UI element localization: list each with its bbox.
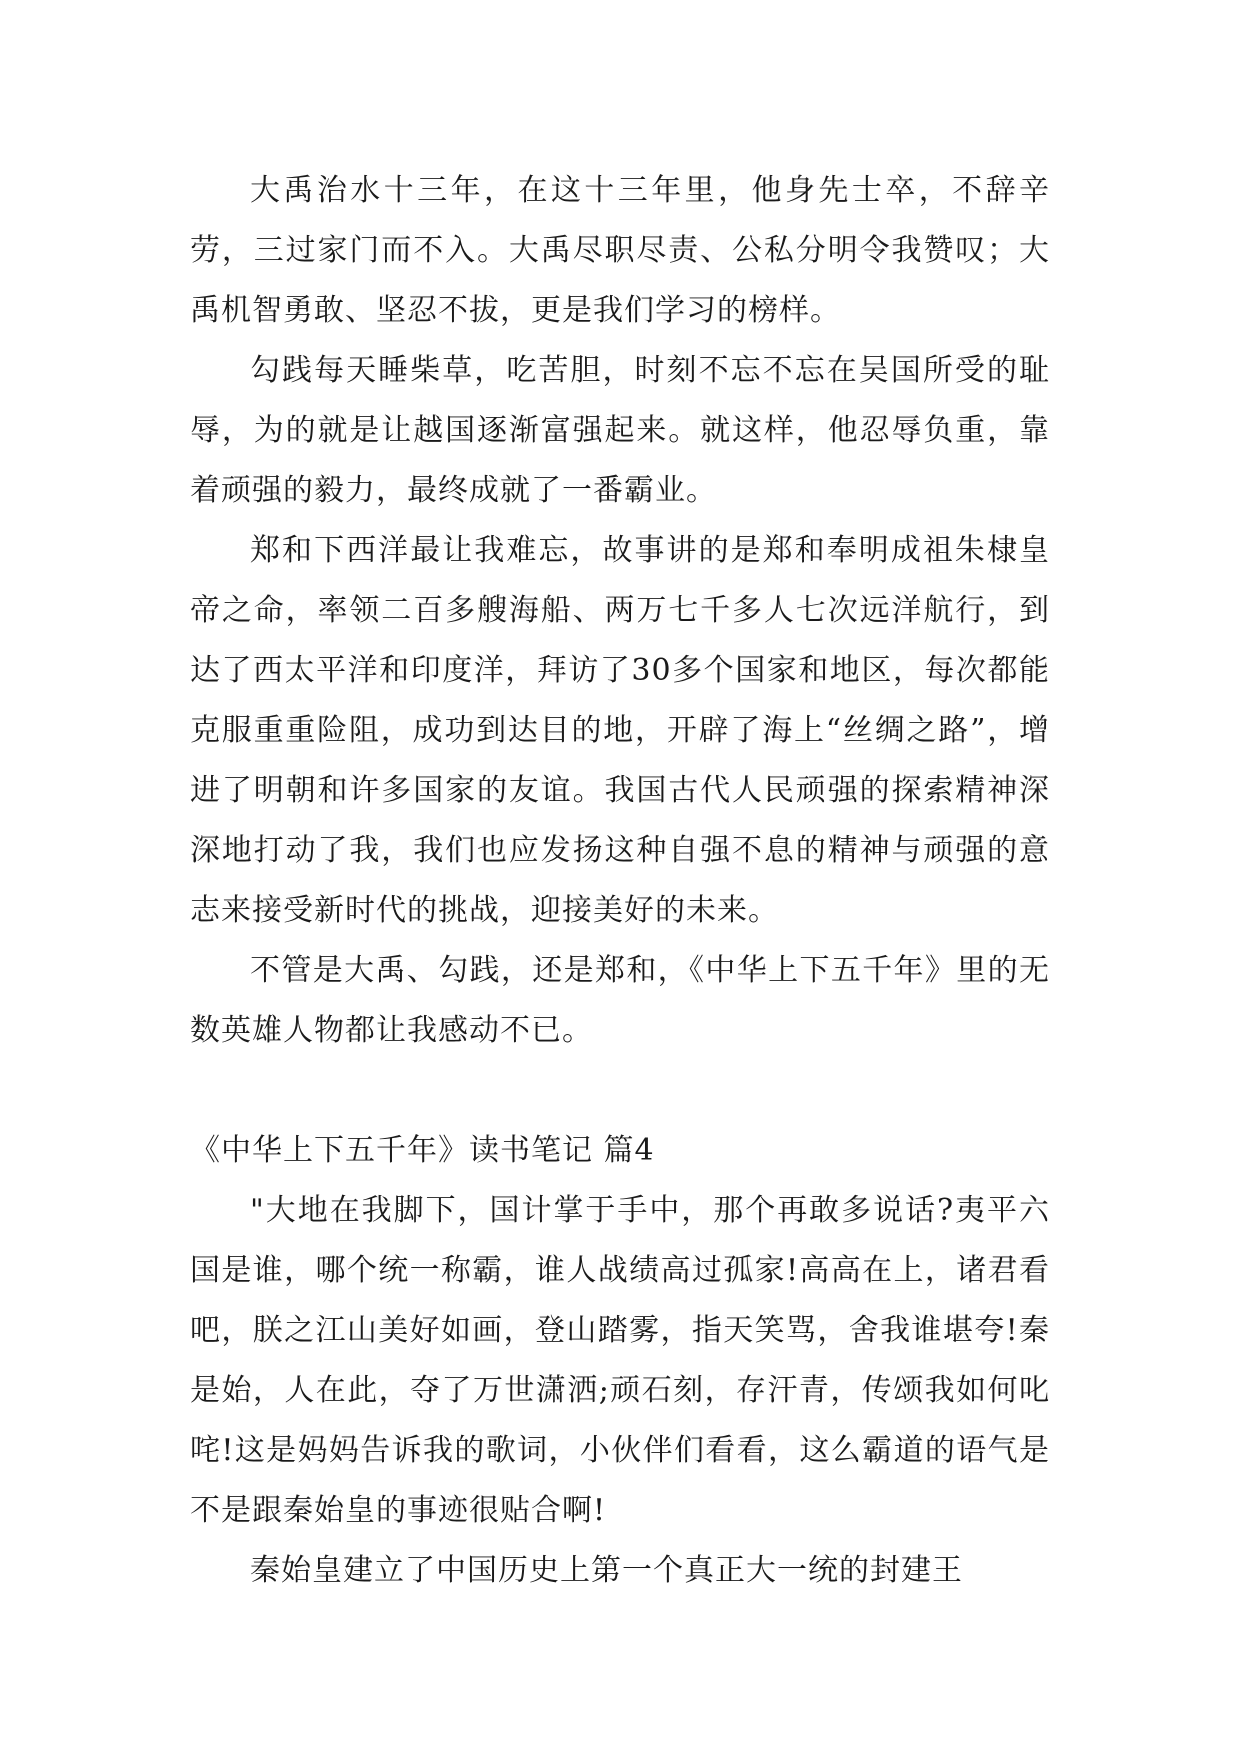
document-body <box>190 161 1050 1601</box>
section-heading: 《中华上下五千年》读书笔记 篇4 <box>190 1133 655 1168</box>
paragraph-zhenghe: 郑和下西洋最让我难忘，故事讲的是郑和奉明成祖朱棣皇帝之命，率领二百多艘海船、两万七千多人七次远洋航行，到达了西太平洋和印度洋，拜访了30多个国家和地区，每次都能克服重重险阻，成功到达目的地，开辟了海上“丝绸之路”，增进了明朝和许多国家的友谊。我国古代人民顽强的探索精神深深地打动了我，我们也应发扬这种自强不息的精神与顽强的意志来接受新时代的挑战，迎接美好的未来。 <box>190 533 1050 928</box>
paragraph-dayu: 大禹治水十三年，在这十三年里，他身先士卒，不辞辛劳，三过家门而不入。大禹尽职尽责、公私分明令我赞叹；大禹机智勇敢、坚忍不拔，更是我们学习的榜样。 <box>190 173 1050 328</box>
paragraph-lyrics: "大地在我脚下，国计掌于手中，那个再敢多说话?夷平六国是谁，哪个统一称霸，谁人战绩高过孤家!高高在上，诸君看吧，朕之江山美好如画，登山踏雾，指天笑骂，舍我谁堪夸!秦是始，人在此，夺了万世潇洒;顽石刻，存汗青，传颂我如何叱咤!这是妈妈告诉我的歌词，小伙伴们看看，这么霸道的语气是不是跟秦始皇的事迹很贴合啊! <box>190 1193 1050 1528</box>
paragraph-qinshihuang: 秦始皇建立了中国历史上第一个真正大一统的封建王 <box>250 1553 963 1588</box>
paragraph-conclusion: 不管是大禹、勾践，还是郑和，《中华上下五千年》里的无数英雄人物都让我感动不已。 <box>190 953 1050 1048</box>
paragraph-goujian: 勾践每天睡柴草，吃苦胆，时刻不忘不忘在吴国所受的耻辱，为的就是让越国逐渐富强起来。就这样，他忍辱负重，靠着顽强的毅力，最终成就了一番霸业。 <box>190 353 1050 508</box>
